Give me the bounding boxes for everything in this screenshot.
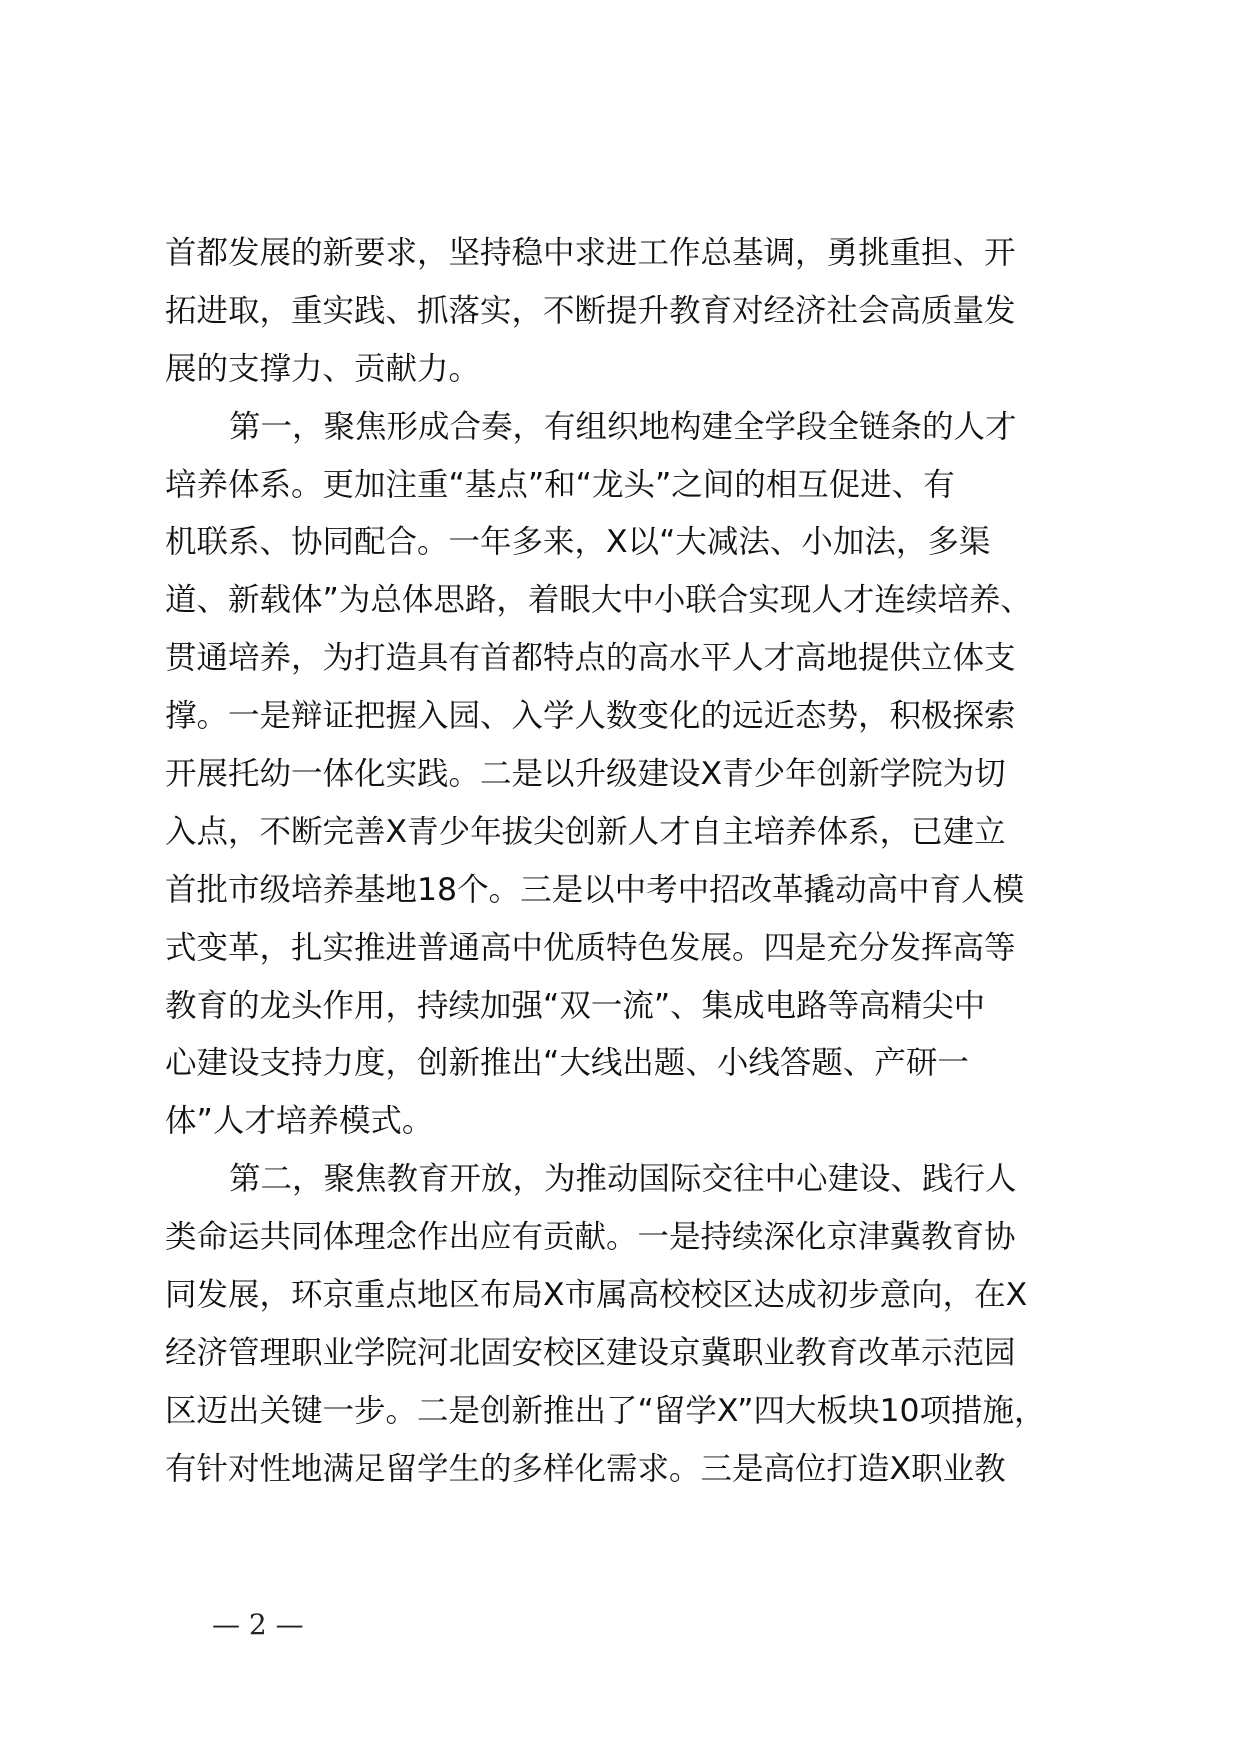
text-line: 区迈出关键一步。二是创新推出了“留学X”四大板块10项措施， xyxy=(165,1392,1046,1429)
text-line: 拓进取，重实践、抓落实，不断提升教育对经济社会高质量发 xyxy=(165,292,1016,329)
text-line: 首都发展的新要求，坚持稳中求进工作总基调，勇挑重担、开 xyxy=(165,235,1016,271)
text-line: 式变革，扎实推进普通高中优质特色发展。四是充分发挥高等 xyxy=(165,929,1016,966)
text-line: 道、新载体”为总体思路，着眼大中小联合实现人才连续培养、 xyxy=(165,582,1032,619)
text-line: 体”人才培养模式。 xyxy=(165,1103,434,1140)
text-line: 第二，聚焦教育开放，为推动国际交往中心建设、践行人 xyxy=(229,1161,1017,1198)
text-line: 心建设支持力度，创新推出“大线出题、小线答题、产研一 xyxy=(165,1045,969,1082)
text-line: 第一，聚焦形成合奏，有组织地构建全学段全链条的人才 xyxy=(229,408,1017,445)
page-number: — 2 — xyxy=(212,1608,304,1641)
text-line: 经济管理职业学院河北固安校区建设京冀职业教育改革示范园 xyxy=(165,1334,1016,1371)
text-line: 展的支撑力、贡献力。 xyxy=(165,350,481,387)
text-line: 有针对性地满足留学生的多样化需求。三是高位打造X职业教 xyxy=(165,1450,1006,1487)
body-text xyxy=(165,225,1105,1499)
text-line: 机联系、协同配合。一年多来，X以“大减法、小加法，多渠 xyxy=(165,524,991,561)
text-line: 同发展，环京重点地区布局X市属高校校区达成初步意向，在X xyxy=(165,1277,1028,1314)
text-line: 类命运共同体理念作出应有贡献。一是持续深化京津冀教育协 xyxy=(165,1219,1016,1256)
text-line: 教育的龙头作用，持续加强“双一流”、集成电路等高精尖中 xyxy=(165,987,986,1024)
text-line: 培养体系。更加注重“基点”和“龙头”之间的相互促进、有 xyxy=(165,466,955,503)
text-line: 贯通培养，为打造具有首都特点的高水平人才高地提供立体支 xyxy=(165,640,1016,677)
text-line: 首批市级培养基地18个。三是以中考中招改革撬动高中育人模 xyxy=(165,871,1025,908)
text-line: 开展托幼一体化实践。二是以升级建设X青少年创新学院为切 xyxy=(165,756,1006,793)
text-line: 撑。一是辩证把握入园、入学人数变化的远近态势，积极探索 xyxy=(165,698,1016,735)
text-line: 入点，不断完善X青少年拔尖创新人才自主培养体系，已建立 xyxy=(165,813,1006,850)
